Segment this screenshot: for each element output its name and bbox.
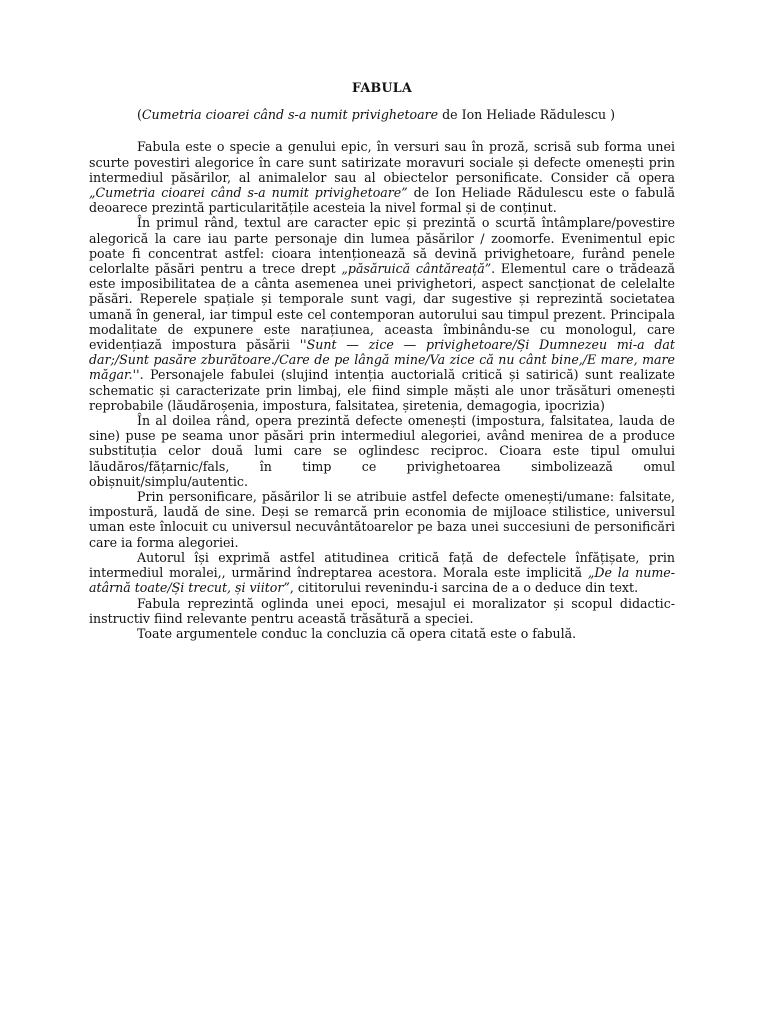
paragraph-first-argument-text-c: . Elementul care o trădează este imposibilitatea de a cânta asemenea unei privighetori, aspect sancționat de celelalte păsări. Reperele spațiale și temporale sunt vagi, dar sugestive și reprezintă societatea umană în general, iar timpul este cel contemporan autorului sau timpul prezent. Principala modalitate de expunere este narațiunea, aceasta îmbinându-se cu monologul, care evidențiază impostura păsării [89, 261, 675, 353]
paragraph-moral-text-c: , cititorului revenindu-i sarcina de a o deduce din text. [289, 580, 639, 596]
subtitle-work-title: Cumetria cioarei când s-a numit privighetoare [141, 107, 439, 123]
paragraph-first-argument-text-a: În primul rând, textul are caracter epic și prezintă o scurtă întâmplare/povestire alegorică la care iau parte personaje din lumea păsărilor / zoomorfe. Evenimentul epic poate fi concentrat astfel: cioara intenționează să devină privighetoare, furând penele celorlalte păsări pentru a trece drept [89, 215, 675, 277]
paragraph-definition [89, 139, 675, 215]
paragraph-first-argument-text-e: . Personajele fabulei (slujind intenția auctorială critică și satirică) sunt realizate schematic și caracterizate prin limbaj, ele fiind simple măști ale unor trăsături omenești reprobabile (lăudăroșenia, impostura, falsitatea, șiretenia, demagogia, ipocrizia) [89, 367, 675, 413]
document-subtitle [89, 107, 675, 122]
paragraph-mirror-of-epoch: Fabula reprezintă oglinda unei epoci, mesajul ei moralizator și scopul didactic-instructiv fiind relevante pentru această trăsătură a speciei. [89, 595, 675, 626]
paragraph-second-argument: În al doilea rând, opera prezintă defecte omenești (impostura, falsitatea, lauda de sine) puse pe seama unor păsări prin intermediul alegoriei, având menirea de a produce substituția celor două lumi care se oglindesc reciproc. Cioara este tipul omului lăudăros/fățarnic/fals, în timp ce privighetoarea simbolizează omul obișnuit/simplu/autentic. [89, 413, 675, 489]
paragraph-first-argument-quote-1: „păsăruică cântăreață” [341, 261, 492, 277]
paragraph-first-argument-quote-2: ''Sunt — zice — privighetoare/Și Dumnezeu mi-a dat dar;/Sunt pasăre zburătoare./Care de pe lângă mine/Va zice că nu cânt bine,/E mare, mare măgar.'' [89, 337, 675, 383]
subtitle-author: de Ion Heliade Rădulescu ) [438, 107, 615, 123]
document-page [89, 80, 675, 641]
paragraph-definition-text-a: Fabula este o specie a genului epic, în versuri sau în proză, scrisă sub forma unei scurte povestiri alegorice în care sunt satirizate moravuri sociale și defecte omenești prin intermediul păsărilor, al animalelor sau al obiectelor personificate. Consider că opera [89, 139, 675, 185]
paragraph-definition-quote: „Cumetria cioarei când s-a numit privighetoare” [89, 185, 408, 201]
document-title: FABULA [351, 80, 413, 95]
paragraph-personification: Prin personificare, păsărilor li se atribuie astfel defecte omenești/umane: falsitate, impostură, laudă de sine. Deși se remarcă prin economia de mijloace stilistice, universul uman este înlocuit cu universul necuvântătoarelor pe baza unei succesiuni de personificări care ia forma alegoriei. [89, 489, 675, 550]
paragraph-definition-text-c: de Ion Heliade Rădulescu este o fabulă deoarece prezintă particularitățile acesteia la nivel formal și de conținut. [89, 185, 675, 216]
paragraph-moral-text-a: Autorul își exprimă astfel atitudinea critică față de defectele înfățișate, prin intermediul moralei,, urmărind îndreptarea acestora. Morala este implicită [89, 549, 675, 581]
paragraph-conclusion: Toate argumentele conduc la concluzia că opera citată este o fabulă. [137, 625, 577, 641]
paragraph-moral-quote: „De la nume-atârnă toate/Și trecut, și viitor” [89, 565, 675, 596]
paragraph-first-argument [89, 215, 675, 413]
subtitle-open-paren: ( [137, 107, 142, 123]
paragraph-moral [89, 550, 675, 596]
